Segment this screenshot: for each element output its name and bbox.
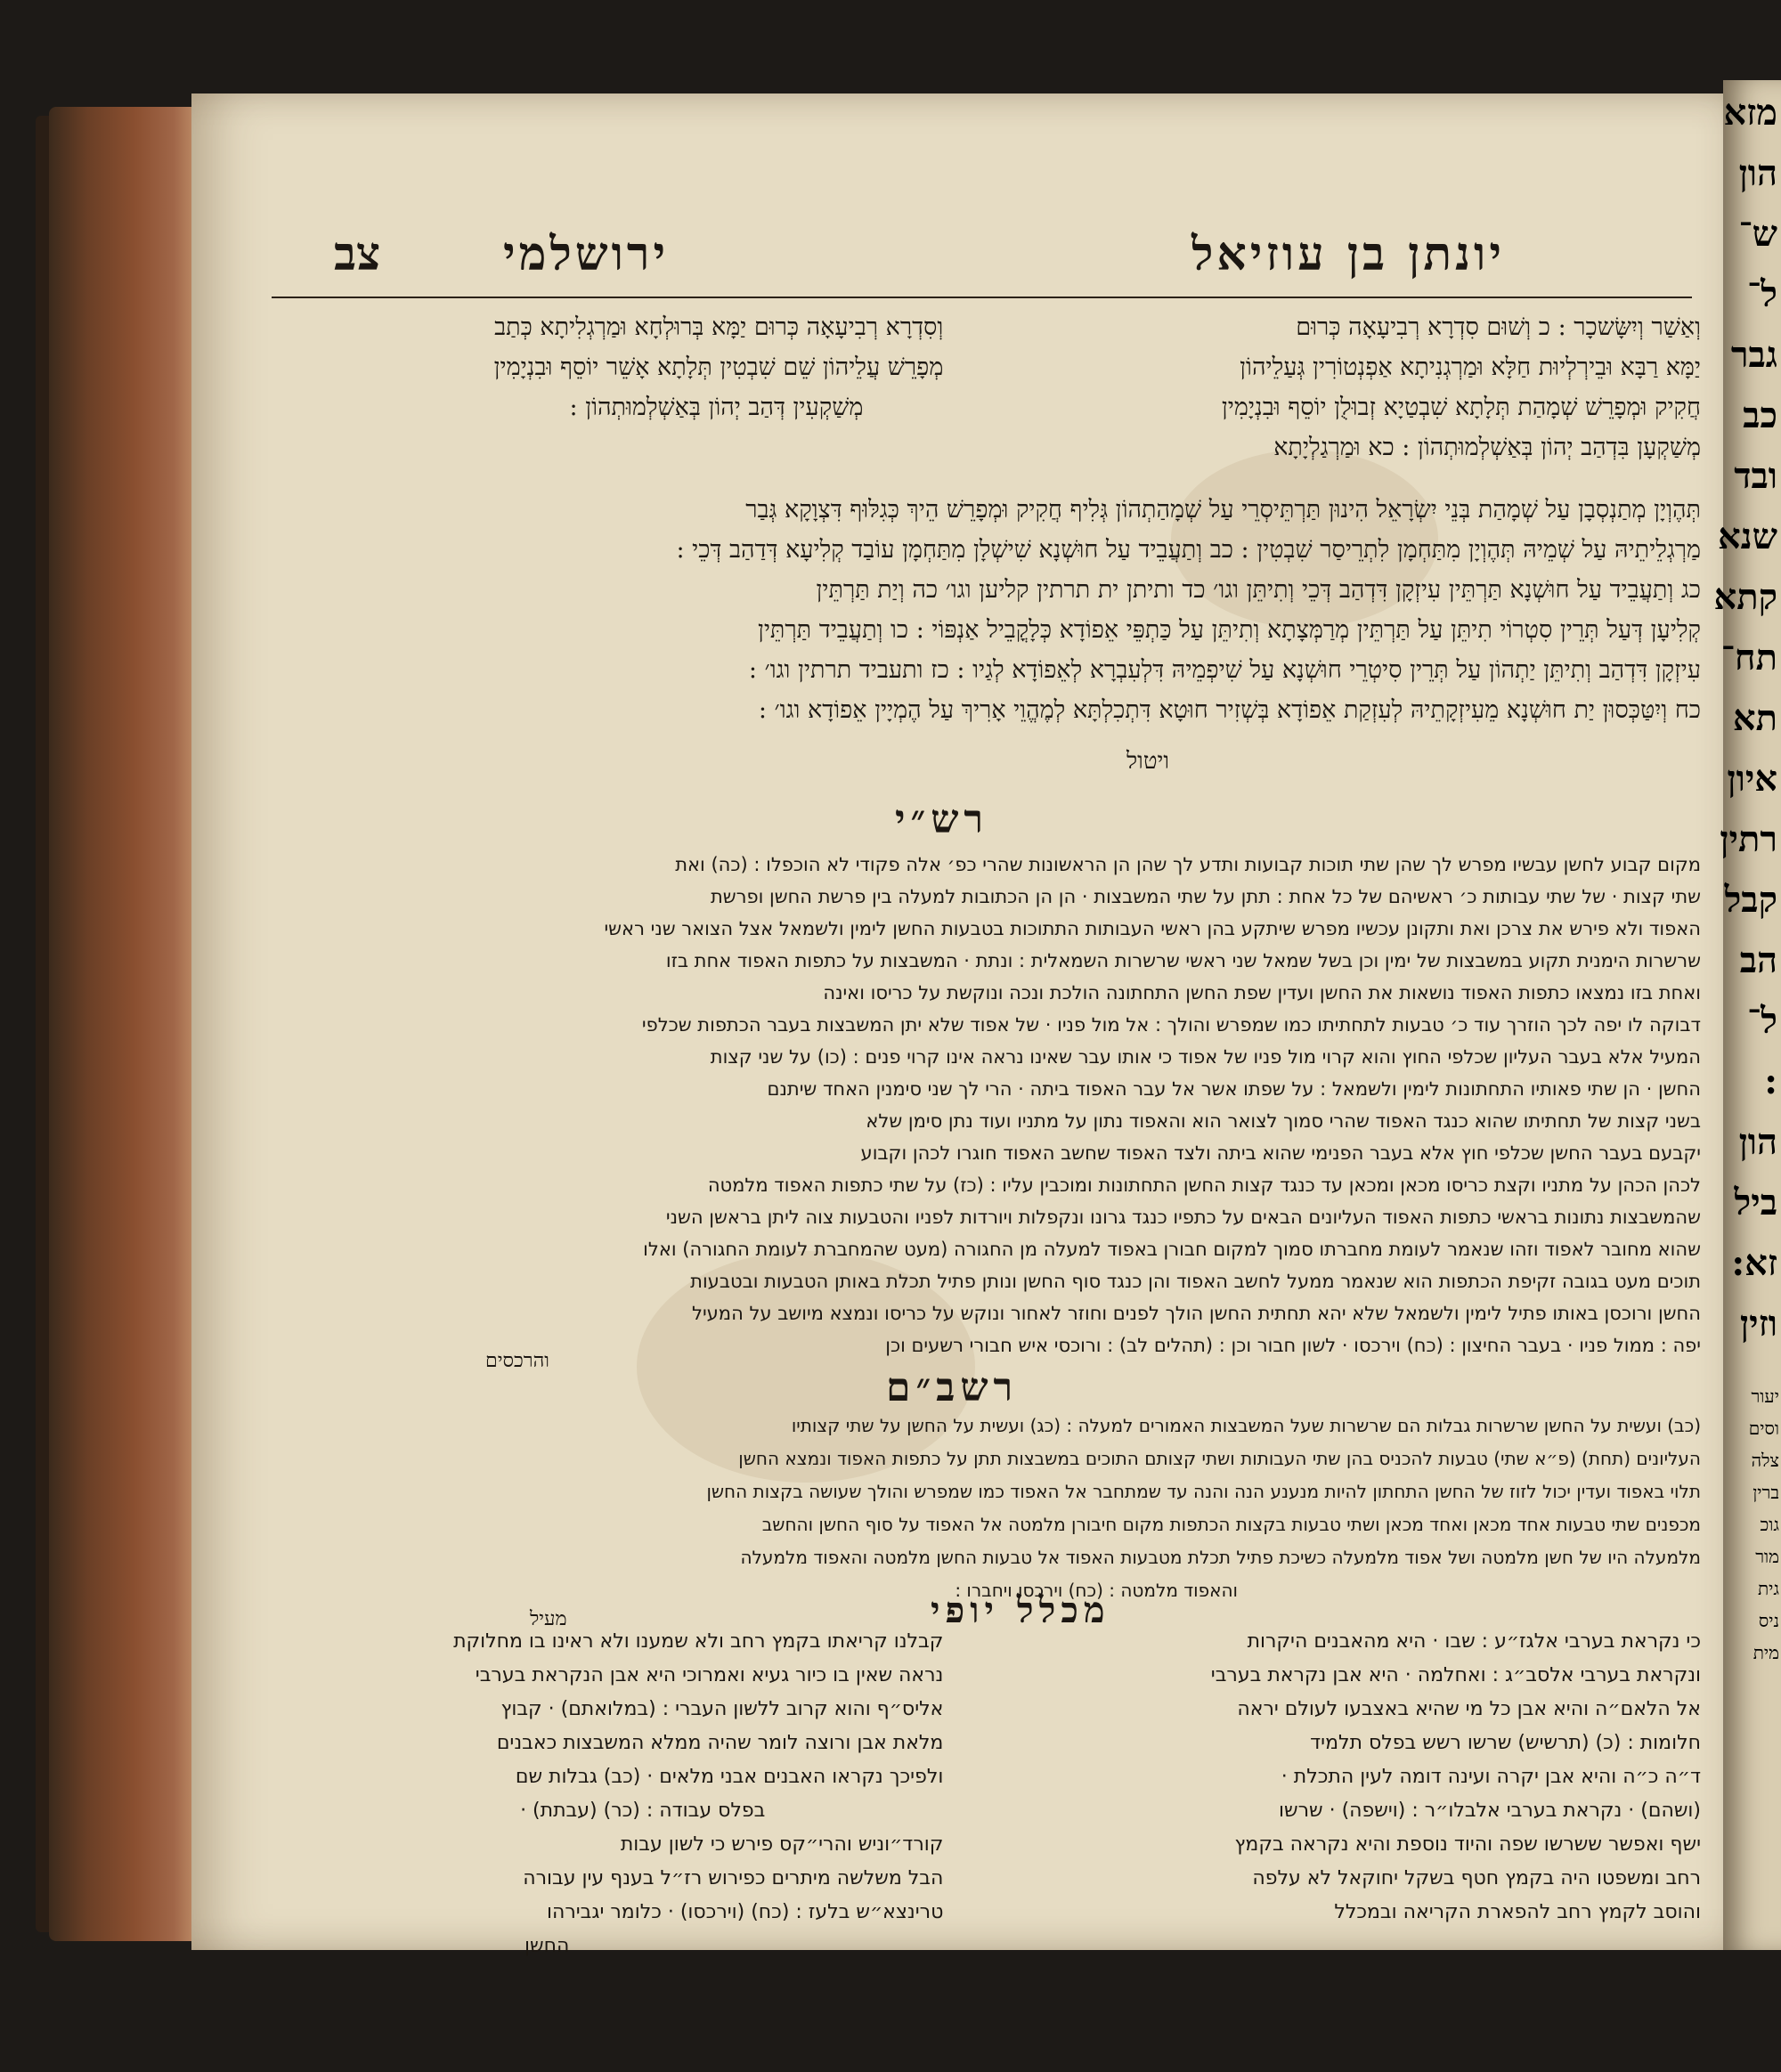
mikhlol-line: ישף ואפשר ששרשו שפה והיוד נוספת והיא נקראה בקמץ bbox=[1234, 1833, 1701, 1856]
mikhlol-line: טרינצא״ש בלעז : (כח) (וירכסו) · כלומר יגבירהו bbox=[546, 1901, 944, 1923]
facing-page-small-fragment: ניס bbox=[1758, 1610, 1779, 1631]
mikhlol-line: חלומות : (כ) (תרשיש) שרשו רשש בפלס תלמיד bbox=[1310, 1732, 1701, 1754]
mikhlol-line: הבל משלשה מיתרים כפירוש רז״ל בענף עין עבורה bbox=[523, 1867, 944, 1889]
facing-page-fragment: רתין bbox=[1720, 818, 1777, 860]
facing-page-fragment: ל־ bbox=[1746, 273, 1777, 315]
targum-line: מְפָרֵשׁ עֲלֵיהוֹן שֵׁם שִׁבְטִין תְּלָתָא אָשֵׁר יוֹסֵף וּבִנְיָמִין bbox=[493, 353, 944, 381]
facing-page-edge bbox=[1713, 80, 1781, 1950]
rashi-line: תוכים מעט בגובה זקיפת הכתפות הוא שנאמר ממעל לחשב האפוד והן כנגד סוף החשן ונותן פתיל תכלת באותן הטבעות ובטבעות bbox=[690, 1271, 1701, 1292]
mikhlol-line: ולפיכך נקראו האבנים אבני מלאים · (כב) גבלות שם bbox=[515, 1766, 944, 1788]
rashbam-line: מלמעלה היו של חשן מלמטה ושל אפוד מלמעלה כשיכת פתיל תכלת מטבעות האפוד אל טבעות החשן מלמטה והאפוד מלמעלה bbox=[740, 1547, 1701, 1568]
targum-jerusalmi-column bbox=[272, 307, 943, 427]
page-edges bbox=[49, 107, 205, 1941]
rashi-line: יקבעם בעבר החשן שכלפי חוץ אלא בעבר הפנימי שהוא ביתה ולצד האפוד שחשב האפוד חוגרו לכהן וקבוע bbox=[860, 1142, 1701, 1164]
mikhlol-line: (ושהם) · נקראת בערבי אלבלו״ר : (וישפה) · שרשו bbox=[1279, 1800, 1701, 1822]
facing-page-fragment: ובד bbox=[1734, 455, 1777, 497]
targum-line: מַרְגְלֵיתֵיהּ עַל שְׁמֵיהּ תְּהֶוְיָן מִתַּחְמָן לִתְרֵיסַר שִׁבְטִין : כב וְתַעֲבֵיד עַל חוּשְׁנָא שִׁישְׁלָן מִתַּחְמָן עוֹבַד קְלִיעָא דְּדַהַב דְּכֵי : bbox=[676, 536, 1701, 564]
folio-number: צב bbox=[334, 227, 381, 281]
targum-line: וְסִדְרָא רְבִיעָאָה כְּרוּם יַמָּא בְּרוּלְחָא וּמַרְגְלִיתָא כְּתַב bbox=[494, 313, 944, 341]
rashi-line: דבוקה לו יפה לכך הוזרך עוד כ׳ טבעות לתחתיתו כמו שמפרש והולך : אל מול פניו · של אפוד שלא יתן המשבצות בעבר הכתפות שכלפי bbox=[641, 1014, 1701, 1036]
mikhlol-line: אל הלאם״ה והיא אבן כל מי שהיא באצבעו לעולם יראה bbox=[1237, 1698, 1701, 1720]
targum-line: תְּהֶוְיָן מְתַנְסְבָן עַל שְׁמָהַת בְּנֵי יִשְׂרָאֵל הִינוּן תַּרְתֵּיסְרֵי עַל שְׁמָהַתְהוֹן גְּלִיף חֲקִיק וּמְפָרֵשׁ הֵיךְ כְּגִלּוּף דִּצְוָקָא גְּבַר bbox=[745, 496, 1701, 524]
targum-yonatan-column bbox=[1029, 307, 1701, 467]
rashi-commentary bbox=[272, 849, 1701, 1361]
rashi-line: האפוד ולא פירש את צרכן ואת ותקונן עכשיו מפרש שיתקע בהן ראשי העבותות התתוכות בטבעות החשן לימין ולשמאל אצל הצואר שני ראשי bbox=[604, 918, 1701, 939]
facing-page-small-fragment: וסים bbox=[1748, 1418, 1779, 1439]
mikhlol-line: החשן bbox=[525, 1935, 570, 1957]
facing-page-fragment: ש־ bbox=[1738, 213, 1777, 255]
rashi-heading: רש״י bbox=[895, 797, 989, 842]
targum-full-width bbox=[272, 490, 1701, 730]
targum-line: יַמָּא רַבָּא וּבֵירְלְיוּת חַלָּא וּמַרְגְנִיתָא אַפְנְטוֹרִין גְּעַלֵיהוֹן bbox=[1240, 353, 1701, 381]
running-head bbox=[272, 227, 1692, 289]
mikhlol-line: בפלס עבודה : (כר) (עבתת) · bbox=[520, 1800, 766, 1822]
rashbam-commentary bbox=[272, 1410, 1701, 1607]
facing-page-fragment: הב bbox=[1739, 939, 1777, 981]
facing-page-fragment: תח־ bbox=[1720, 637, 1777, 678]
rashbam-line: מכפנים שתי טבעות אחד מכאן ואחד מכאן ושתי טבעות בקצות הכתפות מקום חיבורן מלמטה אל האפוד על סוף החשן והחשב bbox=[761, 1514, 1701, 1535]
mikhlol-yofi-heading: מכלל יופי bbox=[931, 1589, 1110, 1631]
rashi-line: בשני קצות של תחתיתו שהוא כנגד האפוד שהרי סמוך לצואר הוא והאפוד נתון על מתניו ועוד נתן סימן שלא bbox=[866, 1110, 1701, 1132]
rashi-catchword: והרכסים bbox=[485, 1350, 549, 1372]
rashi-line: שהוא מחובר לאפוד וזהו שנאמר לעומת מחברתו סמוך למקום חבורן באפוד למעלה מן החגורה (מעט שהמחברת לעומת החגורה) ואלו bbox=[643, 1239, 1701, 1260]
mikhlol-line: והוסב לקמץ רחב להפארת הקריאה ובמכלל bbox=[1334, 1901, 1701, 1923]
targum-line: חֲקִיק וּמְפָרֵשׁ שְׁמָהַת תְּלָתָא שִׁבְטַיָא זְבוּלֻן יוֹסֵף וּבִנְיָמִין bbox=[1221, 394, 1701, 421]
rashbam-line: העליונים (תחת) (פ״א שתי) טבעות להכניס בהן שתי העבותות ושתי קצותם התוכים במשבצות תתן על כתפות האפוד ונמצא החשן bbox=[738, 1448, 1701, 1469]
rashbam-heading: רשב״ם bbox=[886, 1365, 1019, 1410]
rashbam-line: (כב) ועשית על החשן שרשרות גבלות הם שרשרות שעל המשבצות האמורים למעלה : (כג) ועשית על החשן על שתי קצותיו bbox=[791, 1415, 1701, 1436]
facing-page-fragment: : bbox=[1764, 1060, 1777, 1102]
mikhlol-line: קורד״וניש והרי״קס פירש כי לשון עבות bbox=[620, 1833, 944, 1856]
facing-page-fragment: איון bbox=[1727, 758, 1777, 800]
facing-page-small-fragment: גית bbox=[1757, 1578, 1779, 1599]
rashbam-line: והאפוד מלמטה : (כח) וירכסו ויחברו : bbox=[955, 1580, 1238, 1601]
facing-page-small-fragment: צלה bbox=[1751, 1450, 1779, 1471]
rashi-line: החשן · הן שתי פאותיו התחתונות לימין ולשמאל : על שפתו אשר אל עבר האפוד ביתה · הרי לך שני סימנין האחד שיתנם bbox=[767, 1078, 1701, 1100]
rashi-line: החשן ורוכסן באותו פתיל לימין ולשמאל שלא יהא תחתית החשן הולך לפנים וחוזר לאחור ונוקש על כריסו ונמצא מיושב על המעיל bbox=[692, 1303, 1701, 1324]
facing-page-fragment: הון bbox=[1738, 152, 1777, 194]
facing-page-small-fragment: ברין bbox=[1753, 1482, 1779, 1503]
facing-page-small-fragment: גוכ bbox=[1760, 1514, 1779, 1535]
facing-page-fragment: הון bbox=[1738, 1121, 1777, 1163]
mikhlol-left-column bbox=[272, 1625, 943, 1963]
facing-page-fragment: שנא bbox=[1717, 516, 1777, 557]
running-head-title: יונתן בן עוזיאל bbox=[1191, 227, 1505, 281]
facing-page-fragment: מזא bbox=[1723, 92, 1777, 134]
targum-line: וְאַשַׁר וְיִשָּׂשכָר : כ וְשׁוּם סִדְרָא רְבִיעָאָה כְּרוּם bbox=[1296, 313, 1701, 341]
facing-page-fragment: תא bbox=[1732, 697, 1777, 739]
facing-page-small-fragment: יעור bbox=[1751, 1385, 1779, 1407]
facing-page-fragment: ביל bbox=[1734, 1182, 1777, 1223]
facing-page-fragment: כב bbox=[1743, 394, 1777, 436]
targum-line: מְשַׁקְעָן בִּדְהַב יְהוֹן בְּאַשְׁלְמוּתְהוֹן : כא וּמַרְגַלְיָתָא bbox=[1273, 434, 1701, 461]
rashi-line: לכהן הכהן על מתניו וקצת כריסו מכאן ומכאן עד כנגד קצות החשן התחתונות ומוכבין עליו : (כז) על שתי כתפות האפוד מלמטה bbox=[707, 1174, 1701, 1196]
rashi-line: המעיל אלא בעבר העליון שכלפי החוץ והוא קרוי מול פניו של אפוד כי אותו עבר שאינו נראה אינו קרוי פנים : (כו) על שני קצות bbox=[710, 1046, 1701, 1068]
rashbam-line: תלוי באפוד ועדין יכול לזוז של החשן התחתון להיות מנענע הנה והנה עד שמתחבר אל האפוד כמו שמפרש והולך שעושה בקצות החשן bbox=[706, 1481, 1701, 1502]
mikhlol-right-column bbox=[1029, 1625, 1701, 1930]
facing-page-small-fragments bbox=[1749, 1380, 1779, 1669]
facing-page-fragment: גבר bbox=[1730, 334, 1777, 376]
mikhlol-line: קבלנו קריאתו בקמץ רחב ולא שמענו ולא ראינו בו מחלוקת bbox=[453, 1630, 944, 1653]
mikhlol-line: מלאת אבן ורוצה לומר שהיה ממלא המשבצות כאבנים bbox=[496, 1732, 944, 1754]
targum-line: מְשַׁקְעִין דְּהַב יְהוֹן בְּאַשְׁלְמוּתְהוֹן : bbox=[569, 394, 864, 421]
targum-line: קְלִיעָן דְּעַל תְּרֵין סִטְרוֹי תִיתֵּן עַל תַּרְתֵּין מְרַמְּצָתָא וְתִיתֵּן עַל כַּתְפֵּי אֵפוֹדָא כְּלָקֳבֵיל אַנְפּוֹי : כו וְתַעֲבֵיד תַּרְתֵּין bbox=[757, 616, 1701, 644]
rashbam-catchword: מעיל bbox=[530, 1608, 567, 1630]
mikhlol-line: ונקראת בערבי אלסב״ג : ואחלמה · היא אבן נקראת בערבי bbox=[1210, 1664, 1701, 1686]
facing-page-small-fragment: מית bbox=[1753, 1642, 1779, 1663]
running-head-jerusalmi: ירושלמי bbox=[503, 227, 670, 281]
mikhlol-line: רחב ומשפטו היה בקמץ חטף בשקל יחוקאל לא עלפה bbox=[1252, 1867, 1701, 1889]
mikhlol-line: ד״ה כ״ה והיא אבן יקרה ועינה דומה לעין התכלת · bbox=[1281, 1766, 1701, 1788]
targum-catchword: ויטול bbox=[1126, 748, 1169, 775]
rashi-line: מקום קבוע לחשן עבשיו מפרש לך שהן שתי תוכות קבועות ותדע לך שהן הן הראשונות שהרי כפ׳ אלה פקודי לא הוכפלו : (כה) ואת bbox=[675, 854, 1701, 875]
targum-line: עִיזְקָן דִּדְהַב וְתִיתֵּן יַתְהוֹן עַל תְּרֵין סִיטְרֵי חוּשְׁנָא עַל שִׁיפְמֵיהּ דִּלְעִבְרָא לְאֵפוֹדָא לְגַיו : כז ותעביד תרתין וגו׳ : bbox=[748, 656, 1701, 684]
rashi-line: שהמשבצות נתונות בראשי כתפות האפוד העליונים הבאים על כתפיו כנגד גרונו ונקפלות ויורדות לפניו והטבעות צוה ליתן בראשן השני bbox=[665, 1207, 1701, 1228]
mikhlol-line: אליס״ף והוא קרוב ללשון העברי : (במלואתם) · קבוץ bbox=[500, 1698, 944, 1720]
facing-page-fragment: זא: bbox=[1731, 1242, 1777, 1284]
mikhlol-line: נראה שאין בו כיור געיא ואמרוכי היא אבן הנקראת בערבי bbox=[475, 1664, 944, 1686]
rashi-line: שתי קצות · של שתי עבותות כ׳ ראשיהם של כל אחת : תתן על שתי המשבצות · הן הן הכתובות למעלה בין פרשת החשן ופרשת bbox=[710, 886, 1701, 907]
header-rule bbox=[272, 297, 1692, 298]
facing-page-fragment: ל־ bbox=[1746, 1000, 1777, 1042]
rashi-line: שרשרות הימנית תקוע במשבצות של ימין וכן בשל שמאל שני ראשי שרשרות השמאלית : ונתת · המשבצות על כתפות האפוד אחת בזו bbox=[665, 950, 1701, 971]
facing-page-fragment: וזין bbox=[1739, 1303, 1777, 1345]
facing-page-small-fragment: מור bbox=[1755, 1546, 1779, 1567]
rashi-line: יפה : ממול פניו · בעבר החיצון : (כח) וירכסו · לשון חבור וכן : (תהלים לב) : ורוכסי איש חבורי רשעים וכן bbox=[885, 1335, 1701, 1356]
targum-line: כח וְיִטַּכְּסוּן יַת חוּשְׁנָא מֵעִיזְקָתֵיהּ לְעִזְקַת אֵפוֹדָא בְּשְׁזִיר חוּטָא דִּתְכִלְתָּא לְמֶהֱוֵי אָרִיךְ עַל הֶמְיָין אֵפוֹדָא וגו׳ : bbox=[758, 696, 1701, 724]
facing-page-fragment: קבל bbox=[1724, 879, 1777, 921]
rashi-line: ואחת בזו נמצאו כתפות האפוד נושאות את החשן ועדין שפת החשן התחתונה הולכת ונכה ונוקשת על כריסו ואינה bbox=[823, 982, 1701, 1003]
mikhlol-line: כי נקראת בערבי אלגז״ע : שבו · היא מהאבנים היקרות bbox=[1247, 1630, 1701, 1653]
book-page bbox=[191, 93, 1754, 1957]
facing-page-fragment: קתא bbox=[1713, 576, 1777, 618]
targum-line: כג וְתַעֲבֵיד עַל חוּשְׁנָא תַּרְתֵּין עִיזְקָן דִּדְהַב דְּכֵי וְתִיתֵּן וגו׳ כד ותיתן ית תרתין קליען וגו׳ כה וְיַת תַּרְתֵּין bbox=[816, 576, 1701, 604]
